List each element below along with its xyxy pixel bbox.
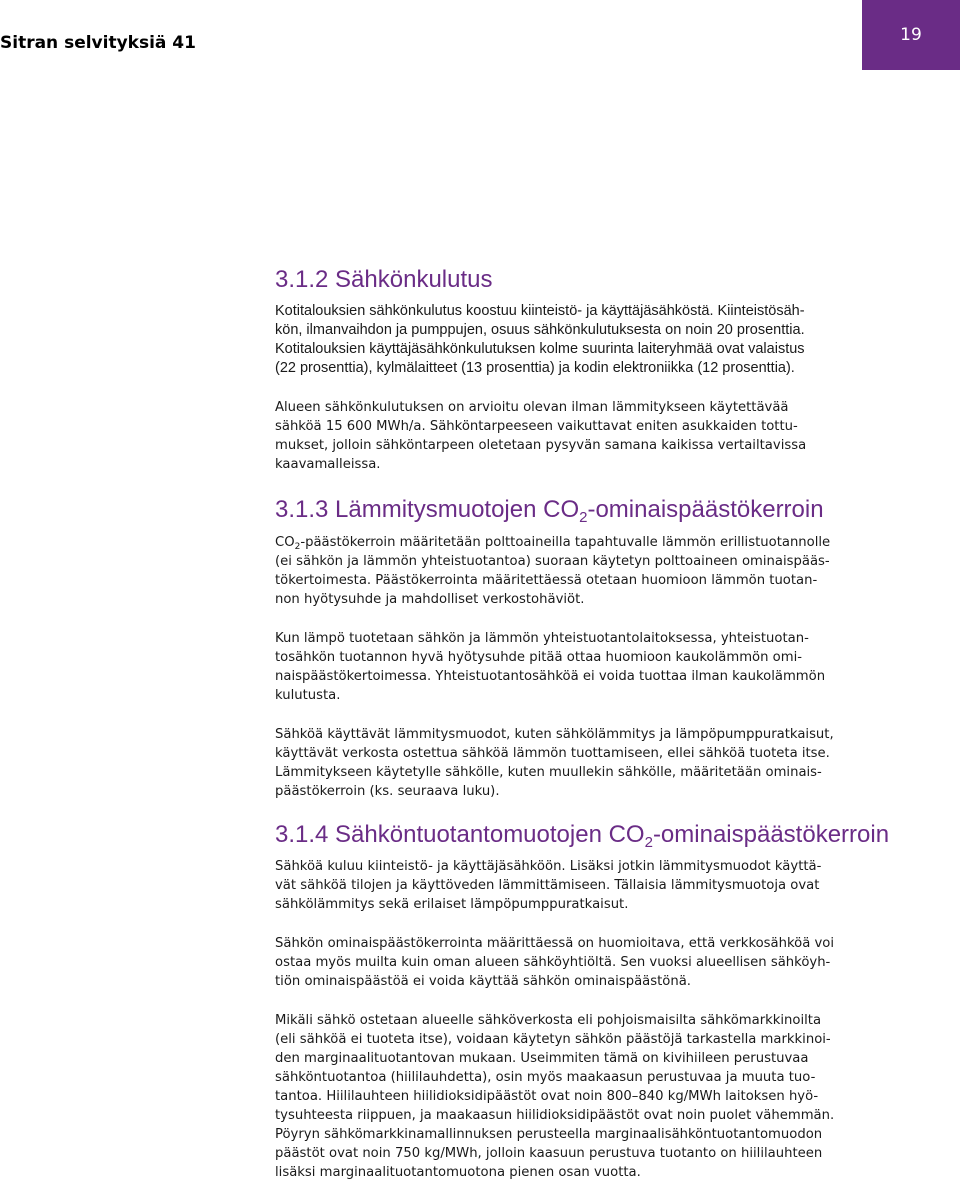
text-line: käyttävät verkosta ostettua sähköä lämmön tuottamiseen, ellei sähköä tuoteta itse. [275,746,830,761]
paragraph [275,725,915,801]
text-line: tökertoimesta. Päästökerrointa määritettäessä otetaan huomioon lämmön tuotan- [275,573,818,588]
heading-text: -ominaispäästökerroin [587,496,824,523]
text-line: tantoa. Hiililauhteen hiilidioksidipäästöt ovat noin 800–840 kg/MWh laitoksen hyö- [275,1089,819,1104]
text-line: (eli sähköä ei tuoteta itse), voidaan käytetyn sähkön päästöjä tarkastella markkinoi- [275,1032,831,1047]
text-line: Lämmitykseen käytetylle sähkölle, kuten muullekin sähkölle, määritetään ominais- [275,765,822,780]
section-heading-3-1-2: 3.1.2 Sähkönkulutus [275,266,493,293]
text-line: Alueen sähkönkulutuksen on arvioitu olevan ilman lämmitykseen käytettävää [275,400,789,415]
text-line: non hyötysuhde ja mahdolliset verkostohäviöt. [275,592,585,607]
paragraph [275,934,915,991]
text-line: tosähkön tuotannon hyvä hyötysuhde pitää ottaa huomioon kaukolämmön omi- [275,650,803,665]
paragraph [275,1011,915,1182]
paragraph [275,857,915,914]
text-line: Kotitalouksien sähkönkulutus koostuu kiinteistö- ja käyttäjäsähköstä. Kiinteistösäh- [275,303,805,319]
heading-text: 3.1.4 Sähköntuotantomuotojen CO [275,821,645,848]
section-heading-3-1-3 [275,494,915,526]
text-line: päästöt ovat noin 750 kg/MWh, jolloin kaasuun perustuva tuotanto on hiililauhteen [275,1146,823,1161]
text-line: Kun lämpö tuotetaan sähkön ja lämmön yhteistuotantolaitoksessa, yhteistuotan- [275,631,809,646]
text-line: sähköä 15 600 MWh/a. Sähköntarpeeseen vaikuttavat eniten asukkaiden tottu- [275,419,798,434]
text-line: Sähköä käyttävät lämmitysmuodot, kuten sähkölämmitys ja lämpöpumppuratkaisut, [275,727,834,742]
section-heading-3-1-4 [275,819,915,851]
text-line: kön, ilmanvaihdon ja pumppujen, osuus sähkönkulutuksesta on noin 20 prosenttia. [275,322,805,338]
running-head: Sitran selvityksiä 41 [0,33,196,53]
co2-text: CO [275,535,295,550]
text: -päästökerroin määritetään polttoaineilla tapahtuvalle lämmön erillistuotannolle [300,535,831,550]
text-line: den marginaalituotantovan mukaan. Useimmiten tämä on kivihiileen perustuvaa [275,1051,809,1066]
text-line: Sähköä kuluu kiinteistö- ja käyttäjäsähköön. Lisäksi jotkin lämmitysmuodot käyttä- [275,859,822,874]
text-line: sähkölämmitys sekä erilaiset lämpöpumppuratkaisut. [275,897,629,912]
text-line: (22 prosenttia), kylmälaitteet (13 prosenttia) ja kodin elektroniikka (12 prosenttia). [275,360,795,376]
text-line: lisäksi marginaalituotantomuotona pienen osan vuotta. [275,1165,641,1180]
text-line: kulutusta. [275,688,341,703]
page-body [275,264,915,1182]
text-line: tiön ominaispäästöä ei voida käyttää sähkön ominaispäästönä. [275,974,691,989]
text-line: ostaa myös muilta kuin oman alueen sähköyhtiöltä. Sen vuoksi alueellisen sähköyh- [275,955,831,970]
text-line: (ei sähkön ja lämmön yhteistuotantoa) suoraan käytetyn polttoaineen ominaispääs- [275,554,830,569]
subscript: 2 [294,542,301,552]
text-line: tysuhteesta riippuen, ja maakaasun hiilidioksidipäästöt ovat noin puolet vähemmän. [275,1108,835,1123]
heading-subscript: 2 [644,834,653,851]
text-line: Mikäli sähkö ostetaan alueelle sähköverkosta eli pohjoismaisilta sähkömarkkinoilta [275,1013,822,1028]
heading-text: 3.1.3 Lämmitysmuotojen CO [275,496,580,523]
text-line: sähköntuotantoa (hiililauhdetta), osin myös maakaasun perustuvaa ja muuta tuo- [275,1070,816,1085]
paragraph [275,629,915,705]
text-line: vät sähköä tilojen ja käyttöveden lämmittämiseen. Tällaisia lämmitysmuotoja ovat [275,878,820,893]
page-number-badge [862,0,960,70]
heading-subscript: 2 [579,509,588,526]
text-line: päästökerroin (ks. seuraava luku). [275,784,500,799]
paragraph [275,533,915,609]
text-line: naispäästökertoimessa. Yhteistuotantosähköä ei voida tuottaa ilman kaukolämmön [275,669,826,684]
text-line: Pöyryn sähkömarkkinamallinnuksen perusteella marginaalisähköntuotantomuodon [275,1127,823,1142]
text-line: kaavamalleissa. [275,457,381,472]
page-number: 19 [900,25,922,45]
text-line [275,533,915,552]
paragraph [275,302,915,378]
heading-text: -ominaispäästökerroin [652,821,890,848]
text-line: mukset, jolloin sähköntarpeen oletetaan pysyvän samana kaikissa vertailtavissa [275,438,807,453]
paragraph [275,398,915,474]
text-line: Kotitalouksien käyttäjäsähkönkulutuksen kolme suurinta laiteryhmää ovat valaistus [275,341,805,357]
text-line: Sähkön ominaispäästökerrointa määrittäessä on huomioitava, että verkkosähköä voi [275,936,835,951]
